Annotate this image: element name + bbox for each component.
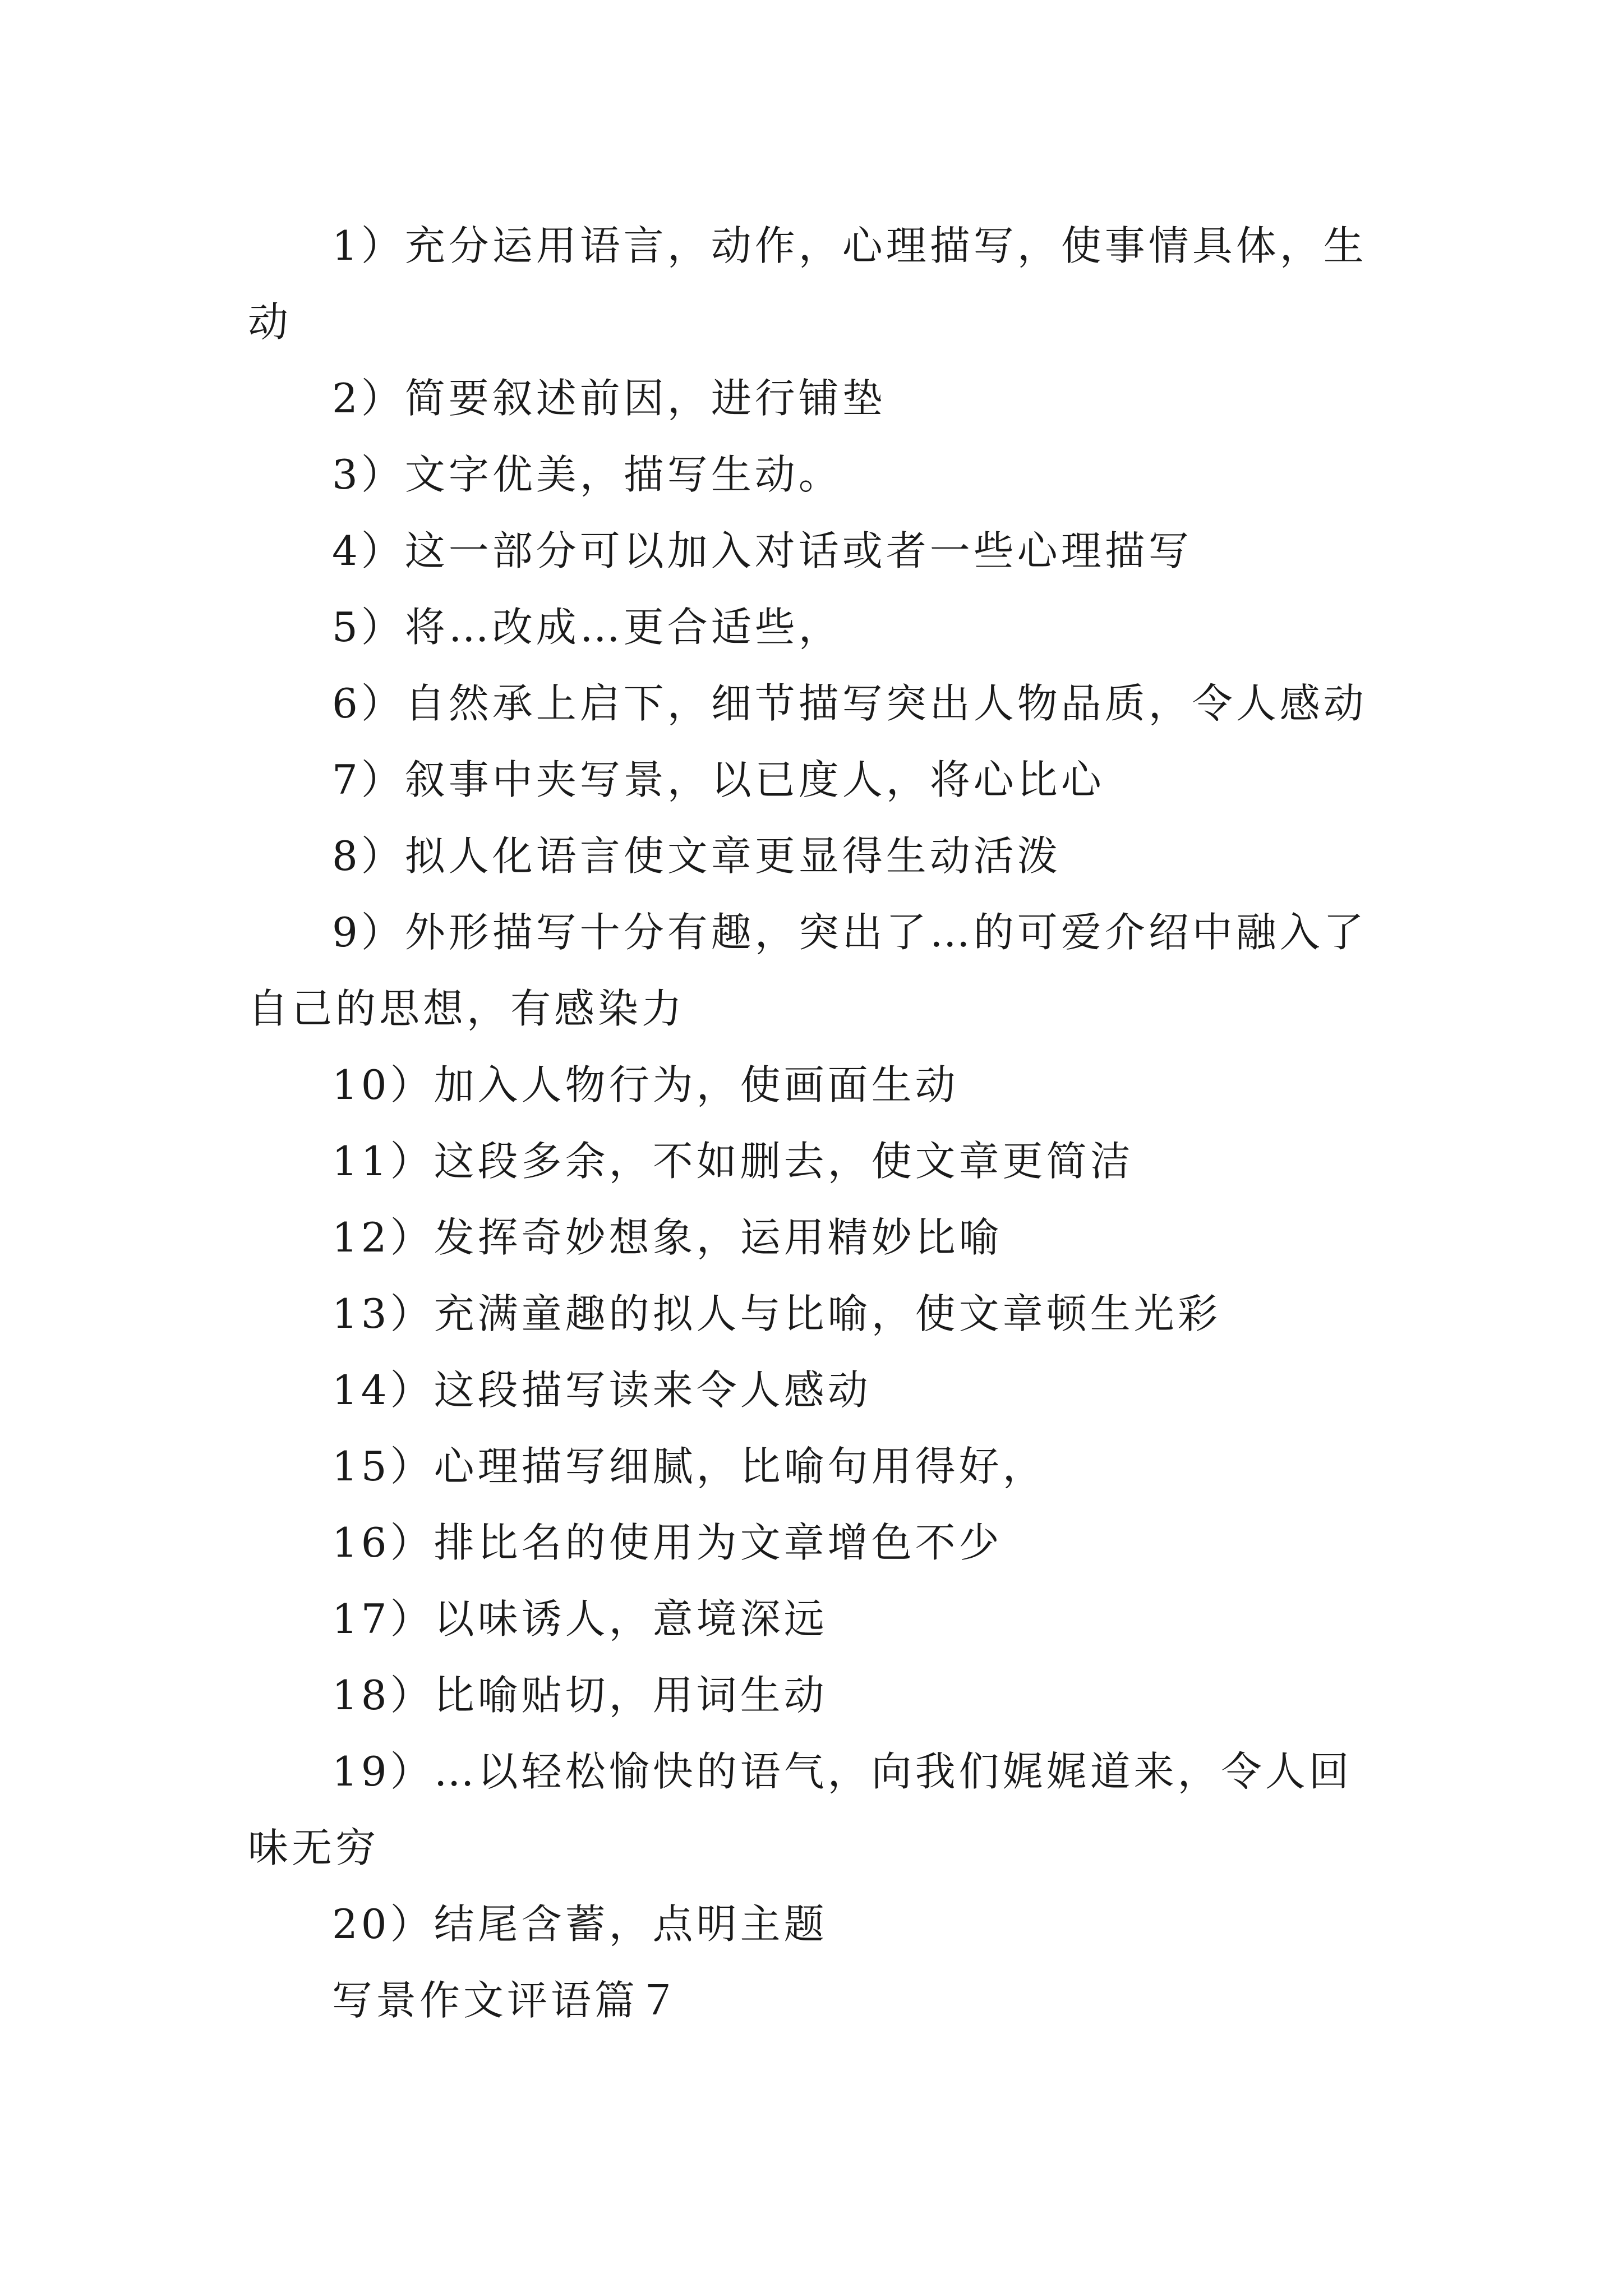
paragraph-comment-9: 9）外形描写十分有趣，突出了…的可爱介绍中融入了自己的思想，有感染力 (248, 909, 1367, 1032)
paragraph-comment-17: 17）以味诱人，意境深远 (332, 1595, 828, 1642)
paragraph-comment-1: 1）充分运用语言，动作，心理描写，使事情具体，生动 (248, 222, 1367, 346)
paragraph-comment-16: 16）排比名的使用为文章增色不少 (332, 1519, 1003, 1566)
paragraph-comment-7: 7）叙事中夹写景，以已度人，将心比心 (332, 756, 1105, 803)
paragraph-comment-2: 2）简要叙述前因，进行铺垫 (332, 375, 886, 422)
paragraph-comment-8: 8）拟人化语言使文章更显得生动活泼 (332, 832, 1061, 880)
paragraph-comment-14: 14）这段描写读来令人感动 (332, 1366, 872, 1414)
paragraph-comment-11: 11）这段多余，不如删去，使文章更简洁 (332, 1138, 1134, 1185)
paragraph-comment-18: 18）比喻贴切，用词生动 (332, 1672, 828, 1719)
paragraph-comment-4: 4）这一部分可以加入对话或者一些心理描写 (332, 527, 1192, 574)
paragraph-comment-3: 3）文字优美，描写生动。 (332, 451, 842, 498)
paragraph-comment-20: 20）结尾含蓄，点明主题 (332, 1901, 828, 1948)
paragraph-comment-12: 12）发挥奇妙想象，运用精妙比喻 (332, 1214, 1003, 1261)
paragraph-comment-13: 13）充满童趣的拟人与比喻，使文章顿生光彩 (332, 1290, 1221, 1337)
section-heading: 写景作文评语篇７ (332, 1977, 683, 2024)
paragraph-comment-5: 5）将…改成…更合适些， (332, 604, 842, 651)
paragraph-comment-6: 6）自然承上启下，细节描写突出人物品质，令人感动 (332, 680, 1367, 727)
paragraph-comment-10: 10）加入人物行为，使画面生动 (332, 1061, 959, 1108)
paragraph-comment-19: 19）…以轻松愉快的语气，向我们娓娓道来，令人回味无穷 (248, 1748, 1353, 1871)
document-body (248, 208, 1375, 2039)
paragraph-comment-15: 15）心理描写细腻，比喻句用得好， (332, 1443, 1046, 1490)
